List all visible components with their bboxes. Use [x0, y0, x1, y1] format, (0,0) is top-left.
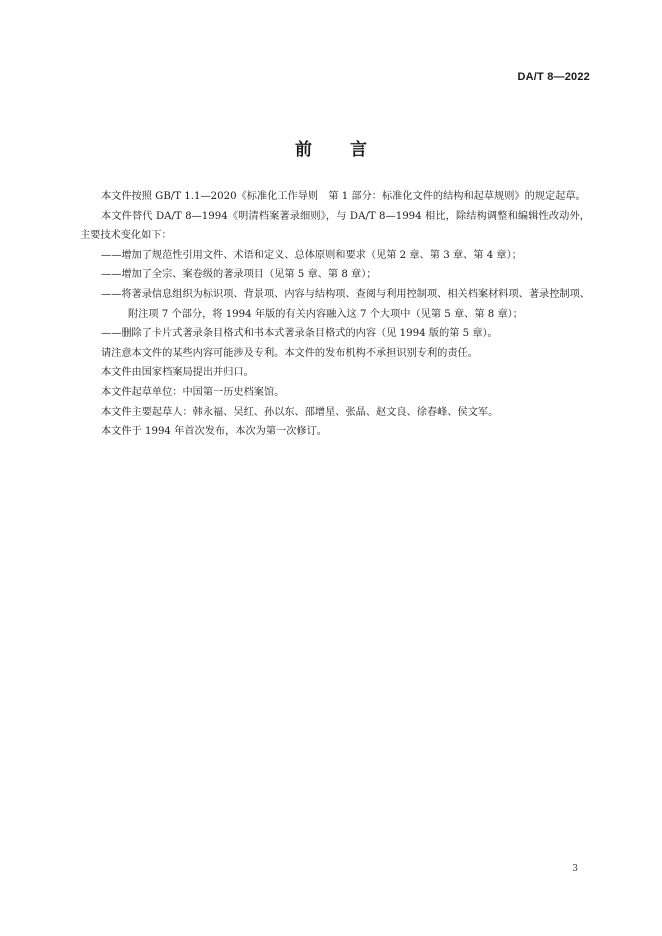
document-body: [80, 187, 590, 442]
page-number: 3: [572, 864, 578, 874]
paragraph-drafters: 本文件主要起草人：韩永福、吴红、孙以东、邵增星、张晶、赵文良、徐春峰、侯文军。: [101, 406, 499, 418]
change-item: ——增加了全宗、案卷级的著录项目（见第 5 章、第 8 章）；: [101, 269, 377, 281]
paragraph-drafting-basis: 本文件按照 GB/T 1.1—2020《标准化工作导则 第 1 部分：标准化文件的结构和起草规则》的规定起草。: [101, 191, 586, 202]
page-title-part2: 言: [350, 140, 367, 160]
paragraph-history: 本文件于 1994 年首次发布，本次为第一次修订。: [101, 426, 327, 438]
change-item: ——将著录信息组织为标识项、背景项、内容与结构项、查阅与利用控制项、相关档案材料项、著录控制项、附注项 7 个部分，将 1994 年版的有关内容融入这 7 个大项中（见第 5 章、第 8 章）；: [101, 288, 590, 320]
page-title: [0, 135, 662, 160]
page-title-part1: 前: [295, 140, 312, 160]
paragraph-proposer: 本文件由国家档案局提出并归口。: [101, 367, 254, 379]
change-item: ——删除了卡片式著录条目格式和书本式著录条目格式的内容（见 1994 版的第 5 章）。: [101, 328, 498, 340]
change-item: ——增加了规范性引用文件、术语和定义、总体原则和要求（见第 2 章、第 3 章、第 4 章）；: [101, 249, 522, 261]
standard-code: DA/T 8—2022: [517, 71, 590, 83]
paragraph-replacement: 本文件替代 DA/T 8—1994《明清档案著录细则》，与 DA/T 8—1994 相比，除结构调整和编辑性改动外，主要技术变化如下：: [80, 210, 590, 242]
paragraph-patent-notice: 请注意本文件的某些内容可能涉及专利。本文件的发布机构不承担识别专利的责任。: [101, 347, 478, 359]
paragraph-drafting-unit: 本文件起草单位：中国第一历史档案馆。: [101, 386, 285, 398]
